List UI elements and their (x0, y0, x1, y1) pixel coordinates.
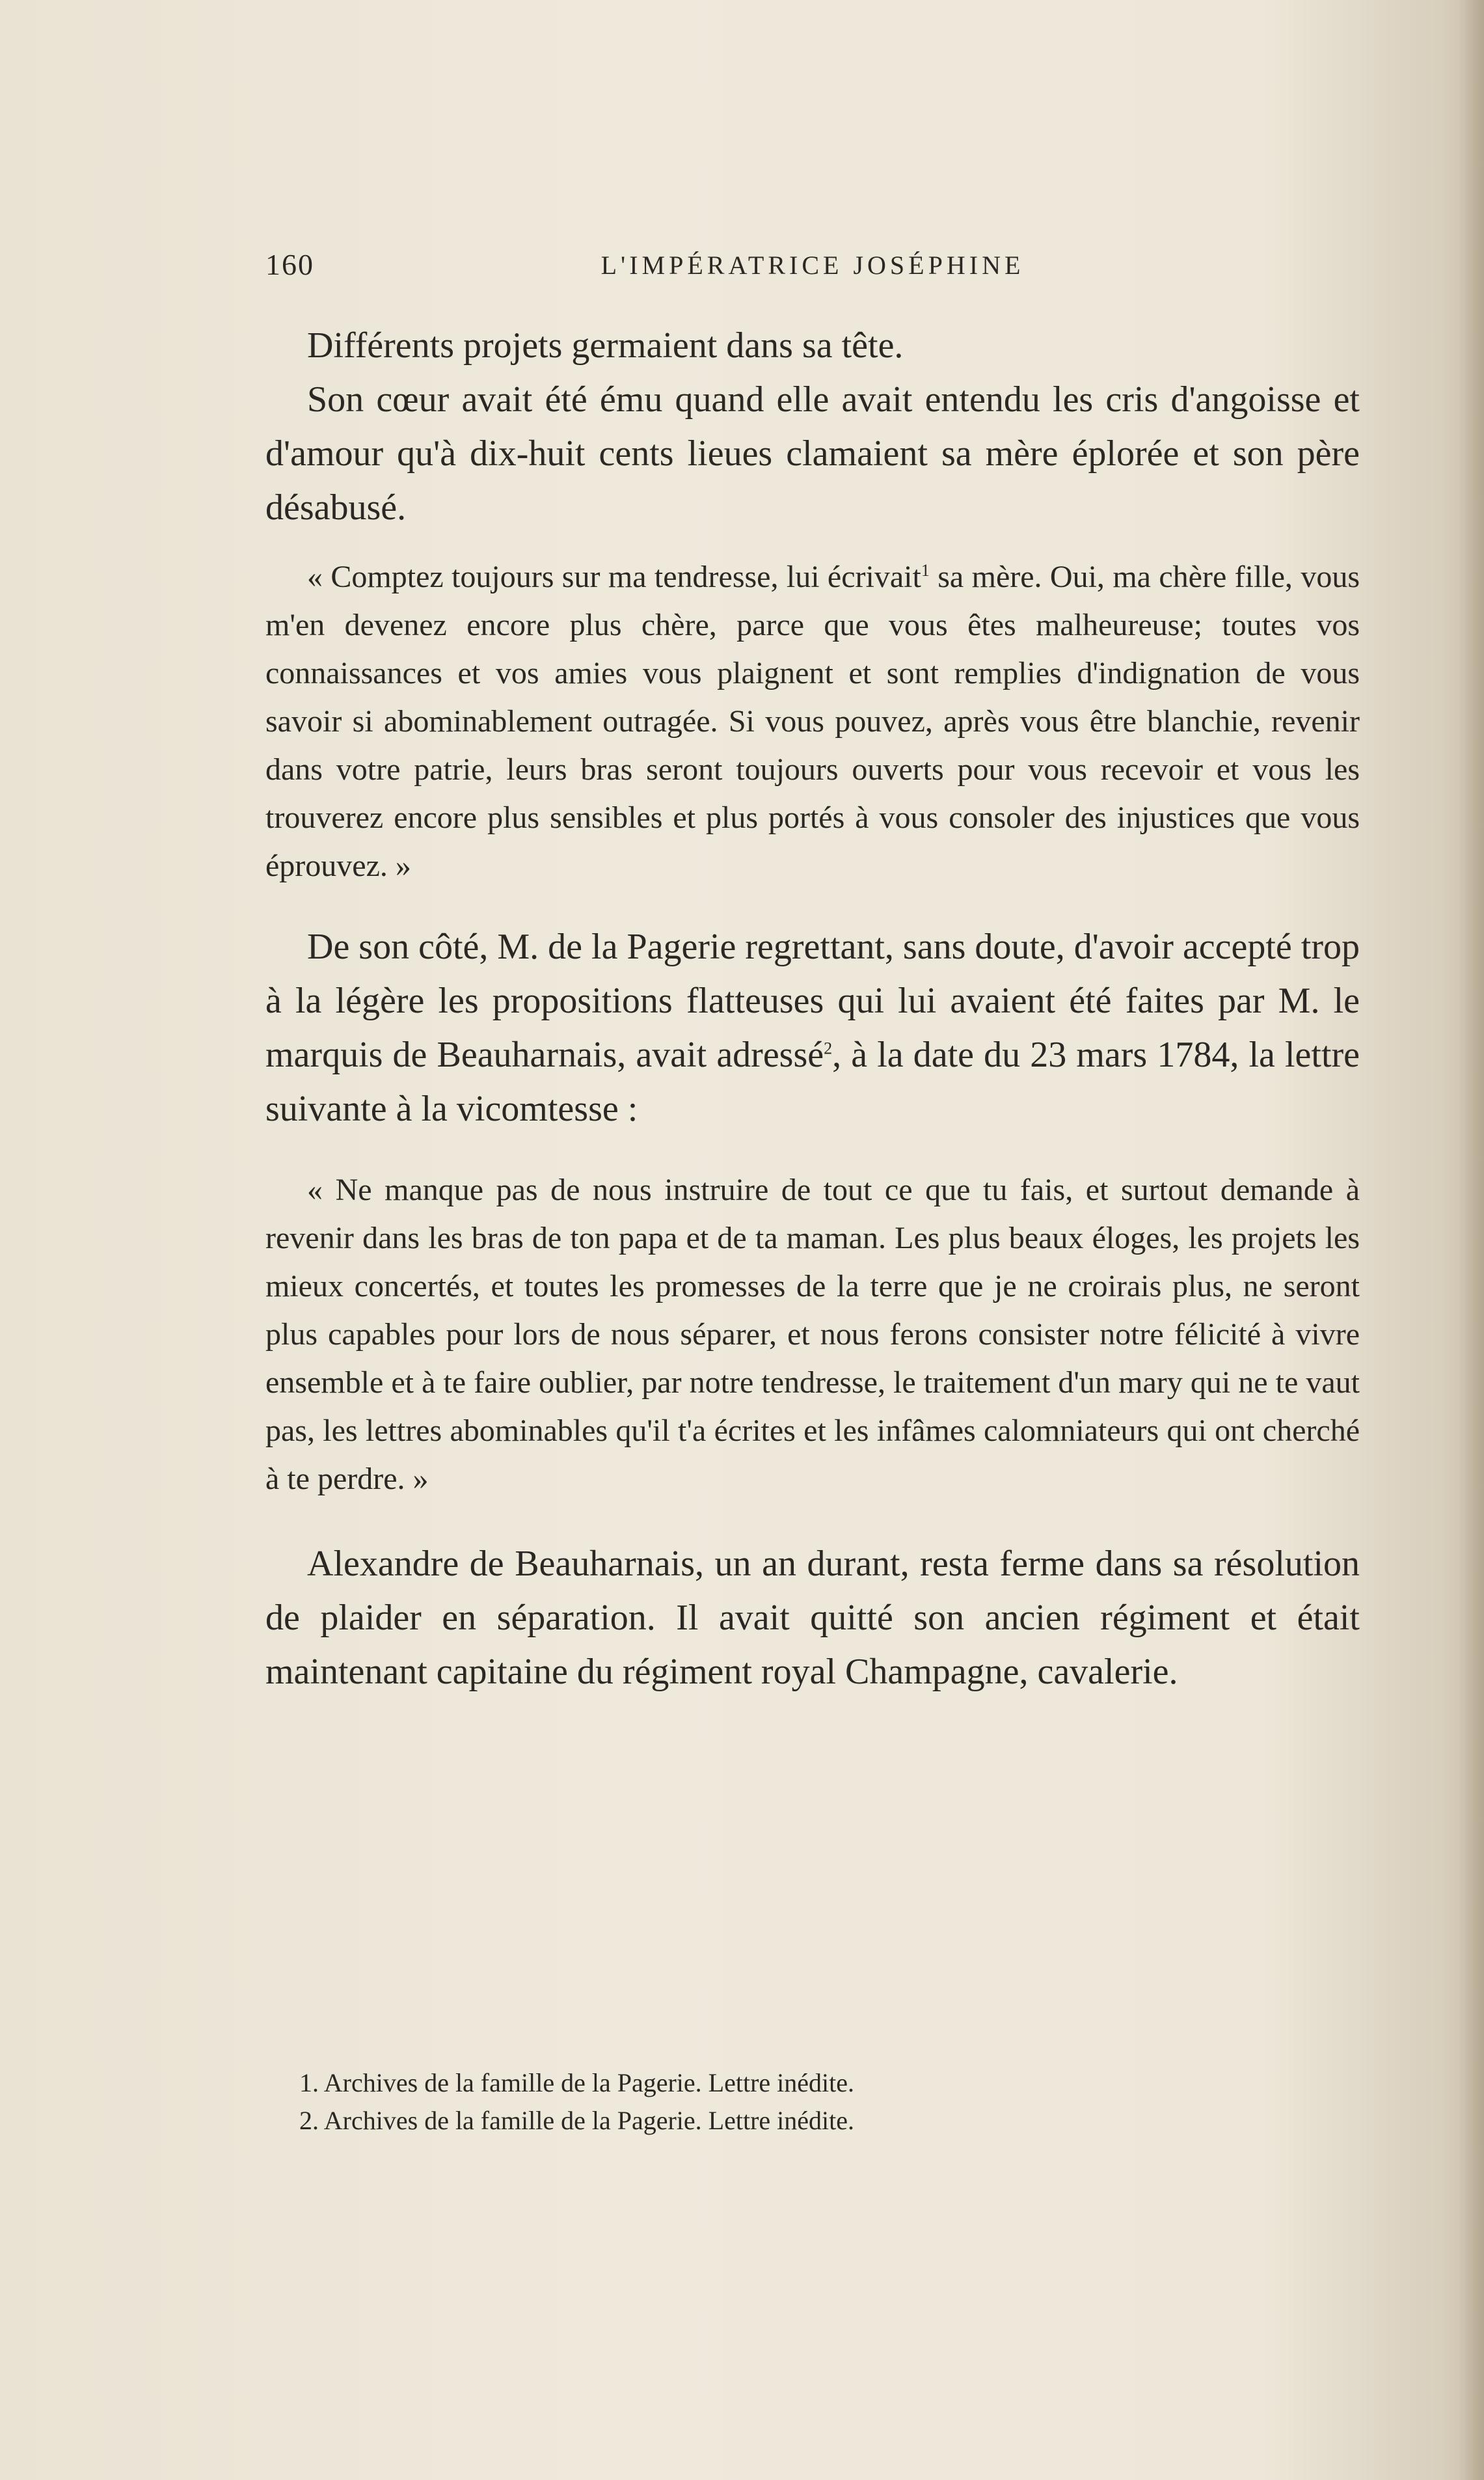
quote-father-letter: « Ne manque pas de nous instruire de tout ce que tu fais, et surtout demande à revenir dans les bras de ton papa et de ta maman. Les plus beaux éloges, les projets les mieux concertés, et toutes les promesses de la terre que je ne croirais plus, ne seront plus capables pour lors de nous séparer, et nous ferons consister notre félicité à vivre ensemble et à te faire oublier, par notre tendresse, le traitement d'un mary qui ne te vaut pas, les lettres abominables qu'il t'a écrites et les infâmes calomniateurs qui ont cherché à te perdre. » (265, 1173, 1360, 1496)
running-head: L'IMPÉRATRICE JOSÉPHINE (600, 251, 1025, 280)
spacer (265, 1503, 1360, 1537)
quote-mother-letter (265, 553, 1360, 890)
page-number: 160 (265, 248, 314, 281)
footnote-1: 1. Archives de la famille de la Pagerie. Lettre inédite. (299, 2068, 854, 2097)
footnote-2: 2. Archives de la famille de la Pagerie. Lettre inédite. (299, 2106, 854, 2135)
spacer (265, 535, 1360, 553)
footnote-ref-1: 1 (921, 561, 930, 580)
quote-1-start: « Comptez toujours sur ma tendresse, lui écrivait (307, 560, 921, 594)
footnotes (299, 2064, 1340, 2140)
paragraph-4: Alexandre de Beauharnais, un an durant, resta ferme dans sa résolution de plaider en séparation. Il avait quitté son ancien régiment et était maintenant capitaine du régiment royal Champagne, cavalerie. (265, 1544, 1360, 1692)
page-body (265, 319, 1360, 1699)
paragraph-1: Différents projets germaient dans sa tête. (307, 325, 904, 366)
paragraph-3 (265, 920, 1360, 1136)
page-edge-shadow (1458, 0, 1484, 2480)
spacer (265, 1136, 1360, 1166)
spacer (265, 890, 1360, 920)
footnote-ref-2: 2 (824, 1039, 833, 1058)
paragraph-2: Son cœur avait été ému quand elle avait entendu les cris d'angoisse et d'amour qu'à dix-huit cents lieues clamaient sa mère éplorée et son père désabusé. (265, 379, 1360, 528)
quote-1-rest: sa mère. Oui, ma chère fille, vous m'en devenez encore plus chère, parce que vous êtes malheureuse; toutes vos connaissances et vos amies vous plaignent et sont remplies d'indignation de vous savoir si abominablement outragée. Si vous pouvez, après vous être blanchie, revenir dans votre patrie, leurs bras seront toujours ouverts pour vous recevoir et vous les trouverez encore plus sensibles et plus portés à vous consoler des injustices que vous éprouvez. » (265, 560, 1360, 883)
paragraph-3-start: De son côté, M. de la Pagerie regrettant, sans doute, d'avoir accepté trop à la légère les propositions flatteuses qui lui avaient été faites par M. le marquis de Beauharnais, avait adressé (265, 927, 1360, 1075)
paragraph-3-rest: , à la date du 23 mars 1784, la lettre suivante à la vicomtesse : (265, 1035, 1360, 1129)
page-header (265, 247, 1360, 293)
